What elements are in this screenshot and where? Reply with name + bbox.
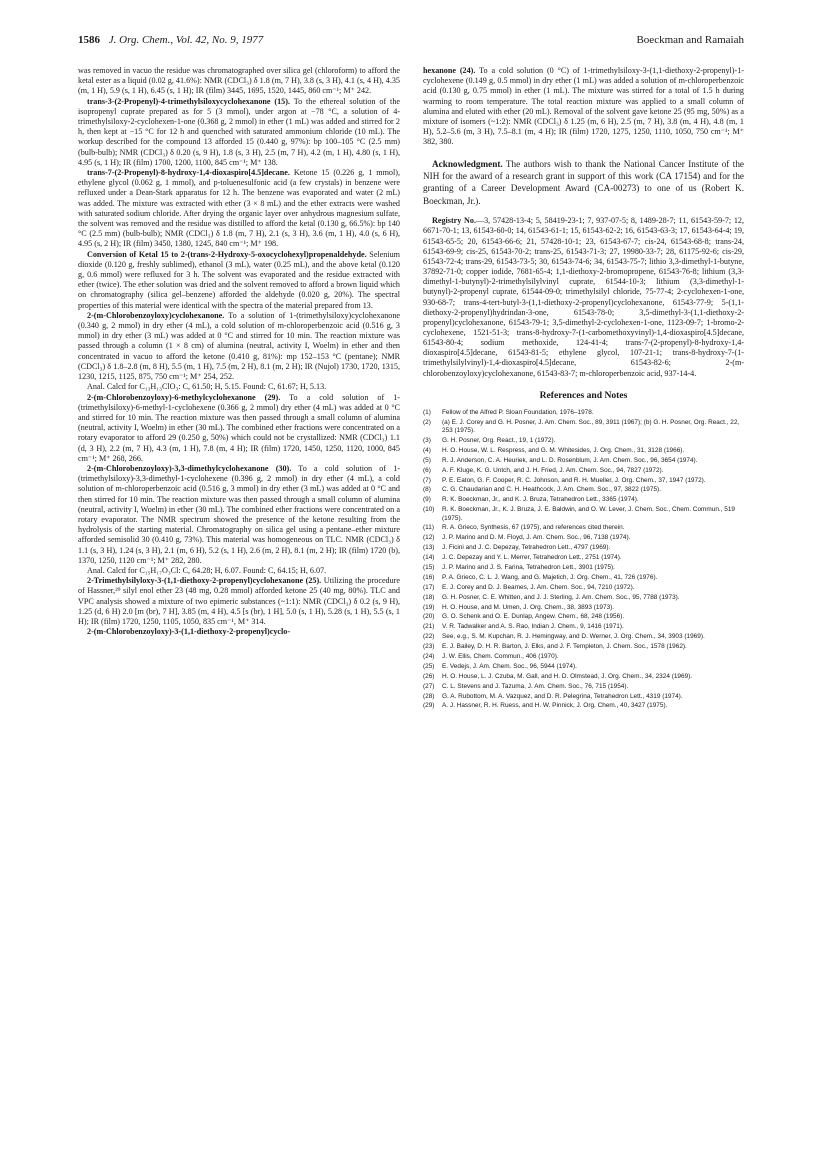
acknowledgment (423, 158, 744, 208)
reference-text: G. A. Rubottom, M. A. Vazquez, and D. R. Pelegrina, Tetrahedron Lett., 4319 (1974). (442, 692, 683, 700)
paragraph (78, 66, 400, 97)
reference-item (423, 584, 744, 592)
reference-text: H. O. House, W. L. Respress, and G. M. Whitesides, J. Org. Chem., 31, 3128 (1966). (442, 446, 685, 454)
reference-item (423, 604, 744, 612)
reference-item (423, 467, 744, 475)
paragraph-text: To a cold solution of 1-(trimethylsiloxy)-3,3-dimethyl-1-cyclohexene (0.396 g, 2 mmol) in dry ether (4 mL), a cold solution of m-chloroperbenzoic acid (0.516 g, 3 mmol) in dry ether (3 mL) was added at 0 °C and then stirred for 10 min. The reaction mixture was then passed through a small column of alumina (neutral, activity I, Woelm) in ether (30 mL). The combined ether fractions were concentrated on a rotary evaporator. The NMR spectrum showed the presence of the ketone resulting from the hydrolysis of the starting material. Chromatography on silica gel using a pentane–ether mixture afforded semisolid 30 (0.410 g, 73%). This material was homogeneous on TLC. NMR (CDCl₃) δ 1.1 (s, 3 H), 1.24 (s, 3 H), 2.1 (m, 6 H), 5.2 (s, 1 H), 2.6 (m, 2 H), 8.1 (m, 2 H); IR (film) 1720 (b), 1370, 1250, 1120 cm⁻¹; M⁺ 282, 280. (78, 463, 400, 565)
reference-number: (29) (423, 702, 435, 710)
reference-text: Fellow of the Alfred P. Sloan Foundation, 1976–1978. (442, 408, 594, 416)
reference-text: A. F. Kluge, K. G. Untch, and J. H. Fried, J. Am. Chem. Soc., 94, 7827 (1972). (442, 466, 664, 474)
reference-number: (13) (423, 544, 435, 552)
reference-number: (20) (423, 613, 435, 621)
compound-title: trans-7-(2-Propenyl)-8-hydroxy-1,4-dioxaspiro[4.5]decane. (87, 168, 290, 178)
reference-number: (6) (423, 466, 431, 474)
reference-number: (18) (423, 593, 435, 601)
paragraph (78, 464, 400, 566)
reference-number: (26) (423, 672, 435, 680)
reference-text: V. R. Tadwalker and A. S. Rao, Indian J. Chem., 9, 1416 (1971). (442, 623, 624, 631)
reference-text: P. A. Grieco, C. L. J. Wang, and G. Majetich, J. Org. Chem., 41, 726 (1976). (442, 573, 658, 581)
reference-item (423, 663, 744, 671)
reference-number: (17) (423, 583, 435, 591)
reference-item (423, 477, 744, 485)
reference-item (423, 544, 744, 552)
paragraph-text: Ketone 15 (0.226 g, 1 mmol), ethylene glycol (0.062 g, 1 mmol), and p-toluenesulfonic acid (a few crystals) in benzene were refluxed under a Dean-Stark apparatus for 12 h. The benzene was evaporated and water (2 mL) was added. The mixture was extracted with ether (3 × 8 mL) and the ether extracts were washed with saturated sodium chloride. After drying the organic layer over anhydrous magnesium sulfate, the solvent was removed and the residue was distilled to afford the ketal (0.130 g, 66.5%): bp 140 °C (2.5 mm) (bulb-bulb); NMR (CDCl₃) δ 1.8 (m, 7 H), 2.1 (s, 3 H), 3.6 (m, 1 H), 4.0 (s, 6 H), 4.95 (s, 2 H); IR (film) 3450, 1380, 1245, 840 cm⁻¹; M⁺ 198. (78, 168, 400, 249)
reference-number: (19) (423, 603, 435, 611)
reference-number: (11) (423, 524, 434, 532)
registry-text: —3, 57428-13-4; 5, 58419-23-1; 7, 937-07-5; 8, 1489-28-7; 11, 61543-59-7; 12, 6671-70-1; 13, 61543-60-0; 14, 61543-61-1; 15, 61543-62-2; 16, 61543-63-3; 17, 61543-64-4; 19, 61543-65-5; 20, 61543-66-6; 21, 57428-10-1; 23, 61543-67-7; cis-24, 61543-68-8; trans-24, 61543-69-9; cis-25, 61543-70-2; trans-25, 61543-71-3; 27, 19980-33-7; 28, 61175-92-6; cis-29, 61543-72-4; trans-29, 61543-73-5; 30, 61543-74-6; 34, 61543-75-7; lithio 3,3-dimethyl-1-butyne, 37892-71-0; copper iodide, 7681-65-4; 1,1-diethoxy-2-bromopropene, 61543-76-8; lithium (3,3-dimethyl-1-butynyl)-2-trimethylsilylvinyl cuprate, 61544-10-3; lithium (3,3-dimethyl-1-butynyl)-2-propenyl cuprate, 61544-09-0; trimethylsilyl chloride, 75-77-4; 2-cyclohexen-1-one, 930-68-7; trans-4-tert-butyl-3-(1,1-diethoxy-2-propenyl)cyclohexanone, 61543-77-9; 5-(1,1-diethoxy-2-propenyl)hydrindan-3-one, 61543-78-0; 3,5-dimethyl-3-(1,1-diethoxy-2-propenyl)cyclohexanone, 61543-79-1; 3,5-dimethyl-2-cyclohexen-1-one, 1123-09-7; 1-bromo-2-cyclohexene, 1521-51-3; trans-8-hydroxy-7-(1-carbomethoxyvinyl)-1,4-dioxaspiro[4.5]decane, 61543-80-4; sodium methoxide, 124-41-4; trans-7-(2-propenyl)-8-hydroxy-1,4-dioxaspiro[4.5]decane, 61543-81-5; ethylene glycol, 107-21-1; trans-8-hydroxy-7-(1-trimethylsilylvinyl)-1,4-dioxaspiro[4.5]decane, 61543-82-6; 2-(m-chlorobenzoyloxy)cyclohexanone, 61543-83-7; m-chloroperbenzoic acid, 937-14-4. (423, 216, 744, 378)
reference-number: (23) (423, 643, 435, 651)
reference-number: (22) (423, 633, 435, 641)
paragraph (78, 250, 400, 311)
reference-number: (21) (423, 623, 435, 631)
paragraph-text: was removed in vacuo the residue was chromatographed over silica gel (chloroform) to afford the ketal ester as a liquid (0.02 g, 41.6%): NMR (CDCl₃) δ 1.8 (m, 7 H), 3.8 (s, 3 H), 4.1 (s, 4 H), 4.35 (m, 1 H), 5.9 (s, 1 H), 6.45 (s, 1 H); IR (film) 3445, 1695, 1520, 1445, 860 cm⁻¹; M⁺ 242. (78, 66, 400, 96)
registry-title: Registry No. (432, 216, 476, 226)
reference-number: (7) (423, 476, 431, 484)
compound-title: 2-(m-Chlorobenzoyloxy)-3,3-dimethylcyclohexanone (30). (87, 463, 292, 473)
paragraph-text: To a solution of 1-(trimethylsiloxy)cyclohexanone (0.340 g, 2 mmol) in dry ether (4 mL), a cold solution of m-chloroperbenzoic acid (0.516 g, 3 mmol) in dry ether (3 mL) was added at 0 °C and stirred for 10 min. The reaction mixture was passed through a column (1 × 8 cm) of alumina (neutral, activity I, Woelm) in ether and then concentrated in vacuo to afford the ketone (0.410 g, 81%): mp 152–153 °C (pentane); NMR (CDCl₃) δ 1.8–2.8 (m, 8 H), 5.5 (m, 1 H), 7.5 (m, 2 H), 8.1 (m, 2 H); IR (Nujol) 1730, 1720, 1315, 1230, 1215, 1125, 875, 750 cm⁻¹; M⁺ 254, 252. (78, 310, 400, 382)
acknowledgment-text: The authors wish to thank the National Cancer Institute of the NIH for the award of a research grant in support of this work (CA 17154) and for the granting of a Career Development Award (CA-00273) to one of us (Robert K. Boeckman, Jr.). (423, 158, 744, 206)
reference-text: G. O. Schenk and O. E. Dunlap, Angew. Chem., 68, 248 (1956). (442, 613, 625, 621)
paragraph-text: Selenium dioxide (0.120 g, freshly sublimed), ethanol (3 mL), water (0.25 mL), and the above ketal (0.120 g, 0.6 mmol) were refluxed for 3 h. The solvent was evaporated and the residue extracted with ether (twice). The ether solution was dried and the solvent removed to afford a brown liquid which on chromatography (silica gel–benzene) afforded the aldehyde (0.020 g, 20%). The spectral properties of this material were identical with the spectra of the material prepared from 13. (78, 249, 400, 310)
reference-item (423, 419, 744, 436)
compound-title: Conversion of Ketal 15 to 2-(trans-2-Hydroxy-5-oxocyclohexyl)propenaldehyde. (87, 249, 367, 259)
reference-item (423, 653, 744, 661)
right-column (423, 66, 744, 712)
reference-number: (9) (423, 496, 431, 504)
reference-item (423, 486, 744, 494)
reference-number: (12) (423, 534, 435, 542)
reference-number: (3) (423, 437, 431, 445)
reference-item (423, 554, 744, 562)
running-authors: Boeckman and Ramaiah (636, 34, 744, 46)
page-number: 1586 (78, 34, 100, 46)
reference-item (423, 683, 744, 691)
reference-item (423, 623, 744, 631)
reference-number: (2) (423, 418, 431, 426)
reference-text: (a) E. J. Corey and G. H. Posner, J. Am. Chem. Soc., 89, 3911 (1967); (b) G. H. Posner, Org. React., 22, 253 (1975). (442, 418, 740, 435)
reference-number: (28) (423, 692, 435, 700)
compound-title: 2-(m-Chlorobenzoyloxy)-6-methylcyclohexanone (29). (87, 392, 281, 402)
paragraph (78, 382, 400, 392)
reference-text: R. K. Boeckman, Jr., and K. J. Bruza, Tetrahedron Lett., 3365 (1974). (442, 496, 639, 504)
compound-title: 2-Trimethylsilyloxy-3-(1,1-diethoxy-2-propenyl)cyclohexanone (25). (87, 576, 322, 586)
paragraph-text: To the ethereal solution of the isopropenyl cuprate prepared as for 5 (3 mmol), under argon at −78 °C, a solution of 4-trimethylsiloxy-2-cyclohexen-1-one (0.368 g, 2 mmol) in ether (1 mL) was added and stirred for 2 h, then kept at −15 °C for 12 h and quenched with saturated ammonium chloride (10 mL). The workup described for the compound 13 afforded 15 (0.440 g, 97%): bp 100–105 °C (2.5 mm) (bulb-bulb); NMR (CDCl₃) δ 0.20 (s, 9 H), 1.8 (s, 3 H), 2.5 (m, 7 H), 4.2 (m, 1 H), 4.80 (s, 1 H), 4.95 (s, 1 H); IR (film) 1700, 1200, 1100, 845 cm⁻¹; M⁺ 138. (78, 96, 400, 167)
paragraph (78, 311, 400, 382)
paragraph (78, 393, 400, 464)
reference-number: (27) (423, 682, 435, 690)
reference-item (423, 564, 744, 572)
reference-item (423, 673, 744, 681)
reference-number: (14) (423, 554, 435, 562)
compound-title: 2-(m-Chlorobenzoyloxy)-3-(1,1-diethoxy-2-propenyl)cyclo- (87, 627, 291, 637)
reference-number: (16) (423, 573, 435, 581)
compound-title: trans-3-(2-Propenyl)-4-trimethylsiloxycyclohexanone (15). (87, 96, 290, 106)
reference-text: P. E. Eaton, G. F. Cooper, R. C. Johnson, and R. H. Mueller, J. Org. Chem., 37, 1947 (1972). (442, 476, 706, 484)
reference-item (423, 693, 744, 701)
reference-item (423, 496, 744, 504)
paragraph (78, 97, 400, 168)
paragraph-text: To a cold solution of 1-(trimethylsiloxy)-6-methyl-1-cyclohexene (0.366 g, 2 mmol) dry ether (4 mL) was added at 0 °C and stirred for 10 min. The reaction mixture was then passed through a small column of alumina (neutral, activity I, Woelm) in ether (30 mL). The combined ether fractions were concentrated on a rotary evaporator to afford 29 (0.250 g, 50%) which could not be crystallized: NMR (CDCl₃) 1.1 (d, 3 H), 2.2 (m, 7 H), 4.3 (m, 1 H), 7.8 (m, 4 H); IR (film) 1720, 1450, 1250, 1120, 1000, 845 cm⁻¹; M⁺ 268, 266. (78, 392, 400, 463)
reference-text: E. J. Corey and D. J. Beames, J. Am. Chem. Soc., 94, 7210 (1972). (442, 583, 635, 591)
paragraph-text: To a cold solution (0 °C) of 1-trimethylsiloxy-3-(1,1-diethoxy-2-propenyl)-1-cyclohexene (0.149 g, 0.5 mmol) in dry ether (1 mL) was added a solution of m-chloroperbenzoic acid (0.130 g, 0.75 mmol) in ether (1 mL). The mixture was stirred for a total of 1.5 h during warming to room temperature. The total reaction mixture was applied to a small column of alumina and eluted with ether (20 mL). Removal of the solvent gave ketone 25 (95 mg, 50%) as a mixture of isomers (~1:2): NMR (CDCl₃) δ 1.25 (m, 6 H), 2.5 (m, 7 H), 3.8 (m, 4 H), 4.8 (m, 1 H), 5.2–5.6 (m, 3 H), 7.5–8.1 (m, 4 H); IR (film) 1720, 1275, 1250, 1110, 1050, 750 cm⁻¹; M⁺ 382, 380. (423, 66, 744, 147)
paragraph (78, 566, 400, 576)
reference-item (423, 409, 744, 417)
registry-numbers (423, 216, 744, 379)
paragraph-text: Utilizing the procedure of Hassner,²⁹ silyl enol ether 23 (48 mg, 0.28 mmol) afforded ketone 25 (40 mg, 80%). TLC and VPC analysis showed a mixture of two epimeric substances (~1:1): NMR (CDCl₃) δ 0.2 (s, 9 H), 1.25 (d, 6 H) 2.0 [m (br), 7 H], 3.85 (m, 4 H), 4.5 [s (br), 1 H], 5.0 (s, 1 H), 5.28 (s, 1 H), 5.5 (s, 1 H); IR (film) 1720, 1250, 1105, 1050, 835 cm⁻¹, M⁺ 314. (78, 576, 400, 626)
paragraph (78, 168, 400, 250)
reference-text: G. H. Posner, C. E. Whitten, and J. J. Sterling, J. Am. Chem. Soc., 95, 7788 (1973). (442, 593, 680, 601)
reference-text: J. P. Marino and D. M. Floyd, J. Am. Chem. Soc., 96, 7138 (1974). (442, 534, 631, 542)
reference-text: J. C. Depezay and Y. L. Merrer, Tetrahedron Lett., 2751 (1974). (442, 554, 622, 562)
reference-item (423, 633, 744, 641)
references-list (423, 409, 744, 711)
reference-item (423, 534, 744, 542)
reference-number: (4) (423, 446, 431, 454)
reference-text: E. J. Bailey, D. H. R. Barton, J. Elks, and J. F. Templeton, J. Chem. Soc., 1578 (1962). (442, 643, 687, 651)
references-heading: References and Notes (539, 389, 628, 401)
reference-text: H. O. House, L. J. Czuba, M. Gall, and H. D. Olmstead, J. Org. Chem., 34, 2324 (1969). (442, 672, 693, 680)
reference-item (423, 524, 744, 532)
reference-text: R. A. Grieco, Synthesis, 67 (1975), and references cited therein. (442, 524, 625, 532)
reference-number: (10) (423, 506, 435, 514)
reference-text: C. G. Chaudarian and C. H. Heathcock, J. Am. Chem. Soc., 97, 3822 (1975). (442, 486, 661, 494)
reference-item (423, 506, 744, 523)
compound-title: hexanone (24). (423, 66, 476, 75)
paragraph-text: Anal. Calcd for C₁₅H₁₇O₃Cl: C, 64.28; H, 6.07. Found: C, 64.15; H, 6.07. (87, 565, 327, 575)
reference-text: H. O. House, and M. Umen, J. Org. Chem., 38, 3893 (1973). (442, 603, 615, 611)
paragraph-text: Anal. Calcd for C₁₃H₁₃ClO₃: C, 61.50; H, 5.15. Found: C, 61.67; H, 5.13. (87, 382, 327, 392)
reference-item (423, 457, 744, 465)
compound-title: 2-(m-Chlorobenzoyloxy)cyclohexanone. (87, 310, 225, 320)
reference-number: (8) (423, 486, 431, 494)
paragraph (78, 627, 400, 637)
reference-number: (1) (423, 408, 431, 416)
reference-item (423, 574, 744, 582)
reference-text: J. P. Marino and J. S. Farina, Tetrahedron Lett., 3901 (1975). (442, 564, 615, 572)
reference-text: R. K. Boeckman, Jr., K. J. Bruza, J. E. Baldwin, and O. W. Lever, J. Chem. Soc., Chem. Commun., 519 (1975). (442, 506, 736, 522)
running-header (78, 34, 744, 50)
reference-text: R. J. Anderson, C. A. Heuriek, and L. D. Rosenblum, J. Am. Chem. Soc., 96, 3654 (1974). (442, 456, 698, 464)
reference-text: J. Ficini and J. C. Depezay, Tetrahedron Lett., 4797 (1969). (442, 544, 611, 552)
paragraph (423, 66, 744, 148)
paragraph (78, 576, 400, 627)
reference-number: (5) (423, 456, 431, 464)
reference-item (423, 594, 744, 602)
reference-item (423, 643, 744, 651)
reference-item (423, 447, 744, 455)
reference-text: See, e.g., S. M. Kupchan, R. J. Hemingway, and D. Werner, J. Org. Chem., 34, 3903 (1969). (442, 633, 705, 641)
reference-number: (15) (423, 564, 435, 572)
reference-item (423, 702, 744, 710)
reference-text: G. H. Posner, Org. React., 19, 1 (1972). (442, 437, 556, 445)
reference-item (423, 613, 744, 621)
reference-item (423, 437, 744, 445)
journal-citation: J. Org. Chem., Vol. 42, No. 9, 1977 (108, 34, 264, 46)
reference-number: (24) (423, 653, 435, 661)
reference-text: E. Vedejs, J. Am. Chem. Soc., 96, 5944 (1974). (442, 662, 577, 670)
reference-text: C. L. Stevens and J. Tazuma, J. Am. Chem. Soc., 76, 715 (1954). (442, 682, 629, 690)
reference-text: J. W. Ellis, Chem. Commun., 406 (1970). (442, 653, 559, 661)
reference-number: (25) (423, 662, 435, 670)
right-column-continuation (423, 66, 744, 148)
acknowledgment-title: Acknowledgment. (432, 158, 503, 169)
left-column (78, 66, 400, 637)
reference-text: A. J. Hassner, R. H. Ruess, and H. W. Pinnick, J. Org. Chem., 40, 3427 (1975). (442, 702, 668, 710)
